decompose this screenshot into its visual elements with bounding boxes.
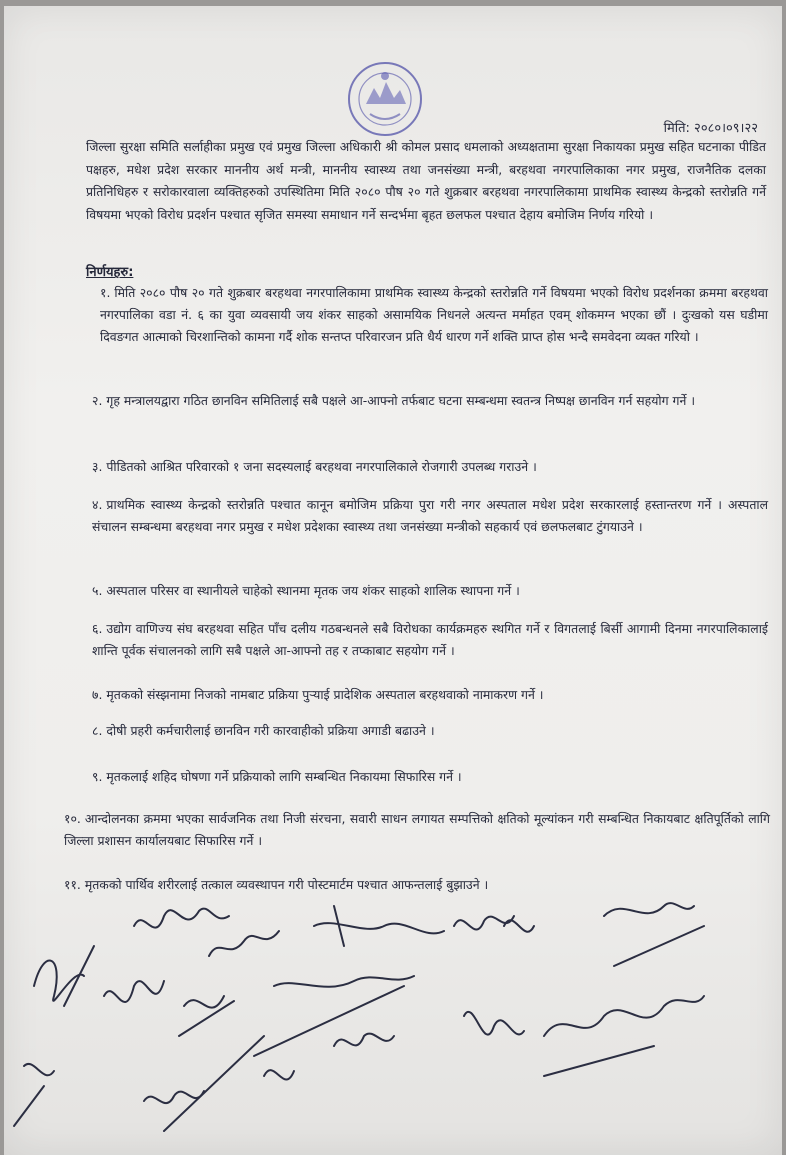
decision-text: पीडितको आश्रित परिवारको १ जना सदस्यलाई बरहथवा नगरपालिकाले रोजगारी उपलब्ध गराउने । <box>106 459 537 474</box>
decision-text: अस्पताल परिसर वा स्थानीयले चाहेको स्थानमा मृतक जय शंकर साहको शालिक स्थापना गर्ने । <box>106 583 520 598</box>
decision-item <box>92 766 768 788</box>
decision-number: ६. <box>92 621 103 636</box>
document-date: मिति: २०८०।०९।२२ <box>663 121 758 136</box>
intro-paragraph: जिल्ला सुरक्षा समिति सर्लाहीका प्रमुख एवं प्रमुख जिल्ला अधिकारी श्री कोमल प्रसाद धमलाको अध्यक्षतामा सुरक्षा निकायका प्रमुख सहित घटनाका पीडित पक्षहरु, मधेश प्रदेश सरकार माननीय अर्थ मन्त्री, माननीय स्वास्थ्य तथा जनसंख्या मन्त्री, बरहथवा नगरपालिकाका नगर प्रमुख, राजनैतिक दलका प्रतिनिधिहरु र सरोकारवाला व्यक्तिहरुको उपस्थितिमा मिति २०८० पौष २० गते शुक्रबार बरहथवा नगरपालिकामा प्राथमिक स्वास्थ्य केन्द्रको स्तरोन्नति गर्ने विषयमा भएको विरोध प्रदर्शन पश्चात सृजित समस्या समाधान गर्ने सन्दर्भमा बृहत छलफल पश्चात देहाय बमोजिम निर्णय गरियो । <box>86 139 766 222</box>
signature <box>144 1036 264 1131</box>
signature <box>179 996 234 1036</box>
decision-item <box>100 282 768 348</box>
decision-item <box>92 684 768 706</box>
decision-text: मृतकको संस्झनामा निजको नामबाट प्रक्रिया पुऱ्याई प्रादेशिक अस्पताल बरहथवाको नामाकरण गर्ने । <box>106 687 544 702</box>
signature <box>314 906 444 946</box>
decision-number: १. <box>100 285 111 300</box>
signature <box>209 931 279 956</box>
signatures-block <box>4 886 782 1155</box>
decision-item <box>92 618 768 662</box>
decision-number: ८. <box>92 723 103 738</box>
decision-number: १०. <box>64 811 81 826</box>
signature <box>604 903 704 966</box>
decision-number: २. <box>92 393 103 408</box>
decision-number: ७. <box>92 687 103 702</box>
signature <box>104 981 164 1002</box>
decision-number: ३. <box>92 459 103 474</box>
signature <box>544 996 704 1076</box>
decision-item <box>64 808 770 852</box>
decision-text: आन्दोलनका क्रममा भएका सार्वजनिक तथा निजी संरचना, सवारी साधन लगायत सम्पत्तिको क्षतिको मूल्यांकन गरी सम्बन्धित निकायबाट क्षतिपूर्तिको लागि जिल्ला प्रशासन कार्यालयबाट सिफारिस गर्ने । <box>64 811 770 848</box>
decision-number: ४. <box>92 497 103 512</box>
decision-item <box>92 494 768 538</box>
document-page <box>4 6 782 1155</box>
signature <box>334 1034 394 1046</box>
decision-number: ५. <box>92 583 103 598</box>
decision-number: ९. <box>92 769 103 784</box>
decision-text: दोषी प्रहरी कर्मचारीलाई छानविन गरी कारवाहीको प्रक्रिया अगाडी बढाउने । <box>106 723 435 738</box>
office-seal-icon <box>344 58 426 140</box>
decision-text: मृतकलाई शहिद घोषणा गर्ने प्रक्रियाको लागि सम्बन्धित निकायमा सिफारिस गर्ने । <box>106 769 462 784</box>
decision-item <box>92 720 768 742</box>
decision-item <box>92 580 768 602</box>
decision-text: उद्योग वाणिज्य संघ बरहथवा सहित पाँच दलीय गठबन्धनले सबै विरोधका कार्यक्रमहरु स्थगित गर्ने र विगतलाई बिर्सी आगामी दिनमा नगरपालिकालाई शान्ति पूर्वक संचालनको लागि सबै पक्षले आ-आफ्नो तह र तप्काबाट सहयोग गर्ने । <box>92 621 768 658</box>
signature <box>14 1064 54 1126</box>
decision-text: मृतकको पार्थिव शरीरलाई तत्काल व्यवस्थापन गरी पोस्टमार्टम पश्चात आफन्तलाई बुझाउने । <box>84 877 489 892</box>
signature <box>34 946 94 1006</box>
decision-text: मिति २०८० पौष २० गते शुक्रबार बरहथवा नगरपालिकामा प्राथमिक स्वास्थ्य केन्द्रको स्तरोन्नति गर्ने विषयमा भएको विरोध प्रदर्शनका क्रममा बरहथवा नगरपालिका वडा नं. ६ का युवा व्यवसायी जय शंकर साहको असामयिक निधनले अत्यन्त मर्माहत एवम् शोकमग्न भएका छौं । दुःखको यस घडीमा दिवङगत आत्माको चिरशान्तिको कामना गर्दै शोक सन्तप्त परिवारजन प्रति धैर्य धारण गर्ने शक्ति प्राप्त होस भन्दै समवेदना व्यक्त गरियो । <box>100 285 768 344</box>
decision-item <box>92 456 768 478</box>
decision-text: प्राथमिक स्वास्थ्य केन्द्रको स्तरोन्नति पश्चात कानून बमोजिम प्रक्रिया पुरा गरी नगर अस्पताल मधेश प्रदेश सरकारलाई हस्तान्तरण गर्ने । अस्पताल संचालन सम्बन्धमा बरहथवा नगर प्रमुख र मधेश प्रदेशका स्वास्थ्य तथा जनसंख्या मन्त्रीको सहकार्य एवं छलफलबाट टुंगयाउने । <box>92 497 768 534</box>
signature <box>464 1012 524 1035</box>
decisions-heading: निर्णयहरु: <box>86 265 134 280</box>
signature <box>134 909 229 928</box>
decision-text: गृह मन्त्रालयद्वारा गठित छानविन समितिलाई सबै पक्षले आ-आफ्नो तर्फबाट घटना सम्बन्धमा स्वतन्त्र निष्पक्ष छानविन गर्न सहयोग गर्ने । <box>106 393 696 408</box>
decision-number: ११. <box>64 877 81 892</box>
signature <box>264 1070 294 1079</box>
decision-item <box>92 390 768 412</box>
